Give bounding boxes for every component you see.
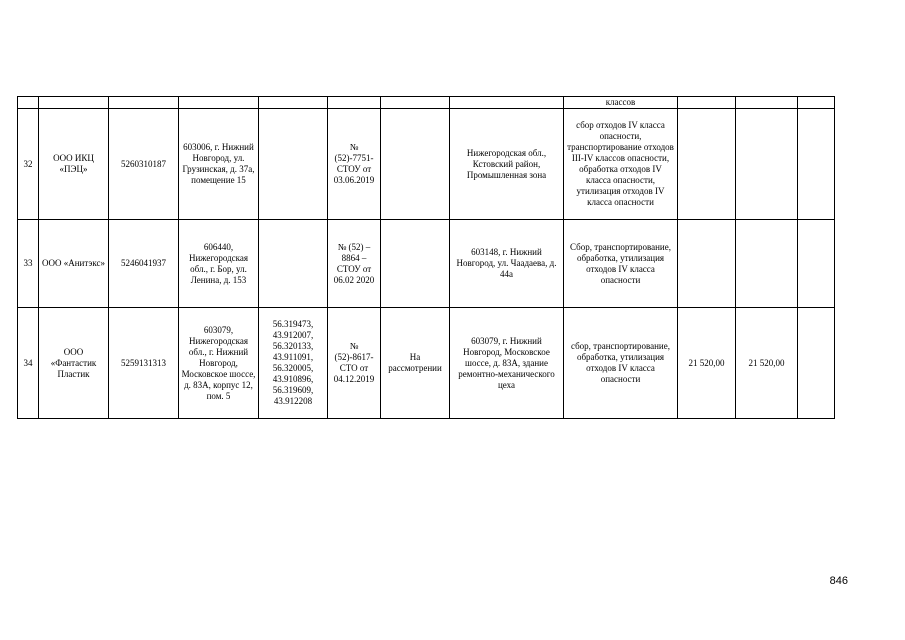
cell-address: 606440, Нижегородская обл., г. Бор, ул. Ленина, д. 153 <box>179 220 259 308</box>
cell-activity: классов <box>564 97 678 109</box>
cell-license: № (52) – 8864 – СТОУ от 06.02 2020 <box>328 220 381 308</box>
table-row <box>18 109 835 220</box>
cell-num <box>18 97 39 109</box>
cell-empty <box>798 308 835 419</box>
cell-inn: 5259131313 <box>109 308 179 419</box>
table-row <box>18 220 835 308</box>
cell-name: ООО «Анитэкс» <box>39 220 109 308</box>
cell-status: На рассмотрении <box>381 308 450 419</box>
cell-status <box>381 220 450 308</box>
cell-location: Нижегородская обл., Кстовский район, Промышленная зона <box>450 109 564 220</box>
cell-amount2: 21 520,00 <box>736 308 798 419</box>
cell-address: 603006, г. Нижний Новгород, ул. Грузинская, д. 37а, помещение 15 <box>179 109 259 220</box>
cell-location <box>450 97 564 109</box>
cell-num: 32 <box>18 109 39 220</box>
cell-coords <box>259 220 328 308</box>
cell-name: ООО «Фантастик Пластик <box>39 308 109 419</box>
license-table <box>17 96 835 419</box>
cell-status <box>381 97 450 109</box>
cell-address: 603079, Нижегородская обл., г. Нижний Новгород, Московское шоссе, д. 83А, корпус 12, пом. 5 <box>179 308 259 419</box>
page-number: 846 <box>829 575 848 587</box>
cell-license: № (52)-7751-СТОУ от 03.06.2019 <box>328 109 381 220</box>
cell-amount1: 21 520,00 <box>678 308 736 419</box>
cell-empty <box>798 109 835 220</box>
table-row-continuation <box>18 97 835 109</box>
cell-license <box>328 97 381 109</box>
cell-inn <box>109 97 179 109</box>
cell-coords <box>259 97 328 109</box>
cell-coords: 56.319473, 43.912007, 56.320133, 43.911091, 56.320005, 43.910896, 56.319609, 43.912208 <box>259 308 328 419</box>
cell-activity: сбор отходов IV класса опасности, транспортирование отходов III-IV классов опасности, обработка отходов IV класса опасности, утилизация отходов IV класса опасности <box>564 109 678 220</box>
cell-status <box>381 109 450 220</box>
cell-empty <box>798 97 835 109</box>
cell-license: № (52)-8617-СТО от 04.12.2019 <box>328 308 381 419</box>
cell-address <box>179 97 259 109</box>
cell-amount2 <box>736 97 798 109</box>
cell-inn: 5246041937 <box>109 220 179 308</box>
cell-num: 34 <box>18 308 39 419</box>
cell-activity: Сбор, транспортирование, обработка, утилизация отходов IV класса опасности <box>564 220 678 308</box>
cell-amount2 <box>736 109 798 220</box>
cell-amount1 <box>678 109 736 220</box>
cell-name <box>39 97 109 109</box>
cell-name: ООО ИКЦ «ПЭЦ» <box>39 109 109 220</box>
cell-amount2 <box>736 220 798 308</box>
cell-num: 33 <box>18 220 39 308</box>
cell-coords <box>259 109 328 220</box>
cell-location: 603148, г. Нижний Новгород, ул. Чаадаева, д. 44а <box>450 220 564 308</box>
table-row <box>18 308 835 419</box>
cell-amount1 <box>678 220 736 308</box>
cell-amount1 <box>678 97 736 109</box>
cell-inn: 5260310187 <box>109 109 179 220</box>
cell-activity: сбор, транспортирование, обработка, утилизация отходов IV класса опасности <box>564 308 678 419</box>
cell-location: 603079, г. Нижний Новгород, Московское шоссе, д. 83А, здание ремонтно-механического цеха <box>450 308 564 419</box>
cell-empty <box>798 220 835 308</box>
